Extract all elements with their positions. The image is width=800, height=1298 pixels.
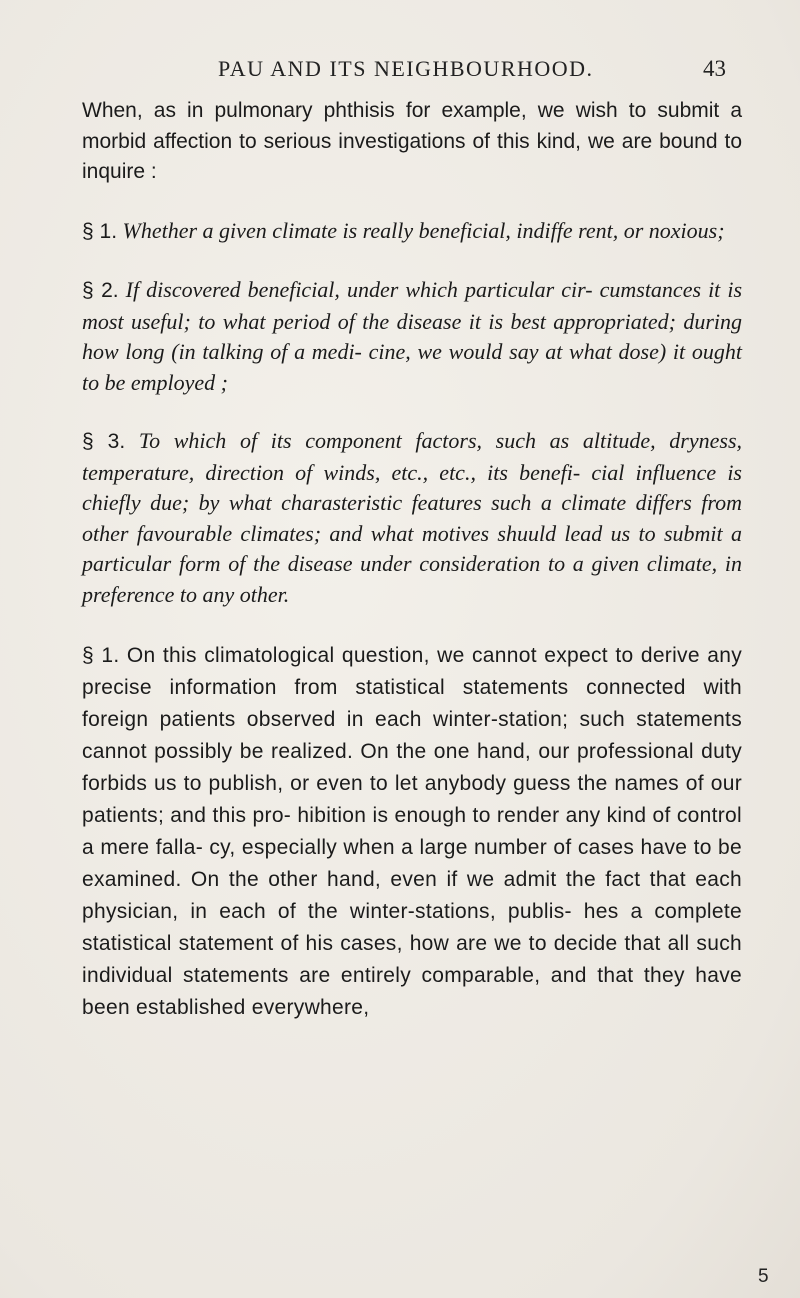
question-text: To which of its component factors, such as altitude, dryness, temperature, direction of winds, etc., etc., its benefi- cial influence is chiefly due; by what charasteristic features such a climate differs from other favourable climates; and what motives shuuld lead us to submit a particular form of the disease under consideration to a given climate, in preference to any other. [82,428,743,607]
question-text: If discovered beneficial, under which particular cir- cumstances it is most useful; to what period of the disease it is best appropriated; during how long (in talking of a medi- cine, we would say at what dose) it ought to be employed ; [82,277,743,395]
intro-paragraph: When, as in pulmonary phthisis for example, we wish to submit a morbid affection to serious investigations of this kind, we are bound to inquire : [82,99,742,183]
section-marker: § 1. [82,644,120,667]
section-marker: § 2. [82,279,119,302]
question-item-1 [82,216,742,248]
page-header [0,56,800,84]
section-1-paragraph [82,640,742,1024]
question-item-2 [82,275,742,398]
signature-mark: 5 [758,1266,769,1287]
question-text: Whether a given climate is really beneficial, indiffe rent, or noxious; [122,217,725,243]
section-marker: § 3. [82,430,126,453]
page-number: 43 [703,56,726,81]
section-marker: § 1. [82,219,118,243]
question-item-3 [82,426,742,610]
section-1-text: On this climatological question, we cannot expect to derive any precise information from statistical statements connected with foreign patients observed in each winter-station; such statements cannot possibly be realized. On the one hand, our professional duty forbids us to publish, or even to let anybody guess the names of our patients; and this pro- hibition is enough to render any kind of control a mere falla- cy, especially when a large number of cases have to be examined. On the other hand, even if we admit the fact that each physician, in each of the winter-stations, publis- hes a complete statistical statement of his cases, how are we to decide that all such individual statements are entirely comparable, and that they have been established everywhere, [82,644,742,1019]
page-body [82,96,742,1024]
running-title: PAU AND ITS NEIGHBOURHOOD. [218,56,594,81]
